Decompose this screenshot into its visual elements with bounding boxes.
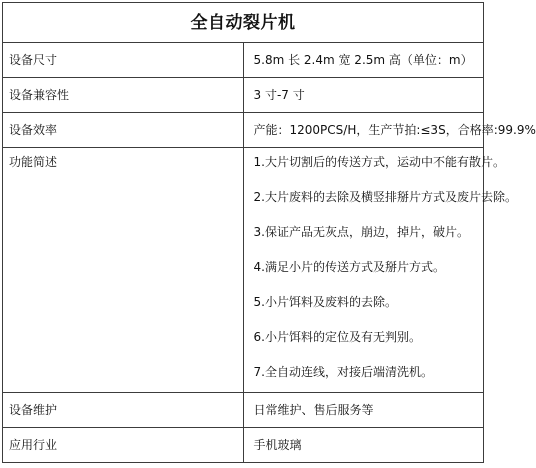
row-label: 设备效率 xyxy=(3,113,244,148)
table-row-functions xyxy=(3,148,484,393)
list-item: 5.小片饵料及废料的去除。 xyxy=(253,295,397,309)
row-value: 日常维护、售后服务等 xyxy=(243,393,484,428)
table-row-efficiency xyxy=(3,113,484,148)
list-item: 7.全自动连线，对接后端清洗机。 xyxy=(253,365,433,379)
table-row-compatibility xyxy=(3,78,484,113)
row-value: 3 寸-7 寸 xyxy=(243,78,484,113)
list-item: 3.保证产品无灰点，崩边，掉片，破片。 xyxy=(253,225,469,239)
row-label: 应用行业 xyxy=(3,428,244,463)
list-item: 1.大片切割后的传送方式，运动中不能有散片。 xyxy=(253,155,505,169)
row-label: 设备维护 xyxy=(3,393,244,428)
page-title: 全自动裂片机 xyxy=(3,3,484,43)
table-row-size xyxy=(3,43,484,78)
row-value: 产能：1200PCS/H，生产节拍:≤3S，合格率:99.9% xyxy=(243,113,484,148)
row-label: 设备兼容性 xyxy=(3,78,244,113)
table-row-industry xyxy=(3,428,484,463)
list-item: 4.满足小片的传送方式及掰片方式。 xyxy=(253,260,445,274)
row-label: 功能简述 xyxy=(3,148,244,393)
row-value: 5.8m 长 2.4m 宽 2.5m 高（单位：m） xyxy=(243,43,484,78)
row-value: 手机玻璃 xyxy=(243,428,484,463)
function-list-cell xyxy=(243,148,517,393)
row-label: 设备尺寸 xyxy=(3,43,244,78)
title-row xyxy=(3,3,484,43)
function-list xyxy=(253,155,517,385)
list-item: 6.小片饵料的定位及有无判别。 xyxy=(253,330,421,344)
table-row-maintenance xyxy=(3,393,484,428)
spec-table xyxy=(2,2,536,463)
list-item: 2.大片废料的去除及横竖排掰片方式及废片去除。 xyxy=(253,190,517,204)
